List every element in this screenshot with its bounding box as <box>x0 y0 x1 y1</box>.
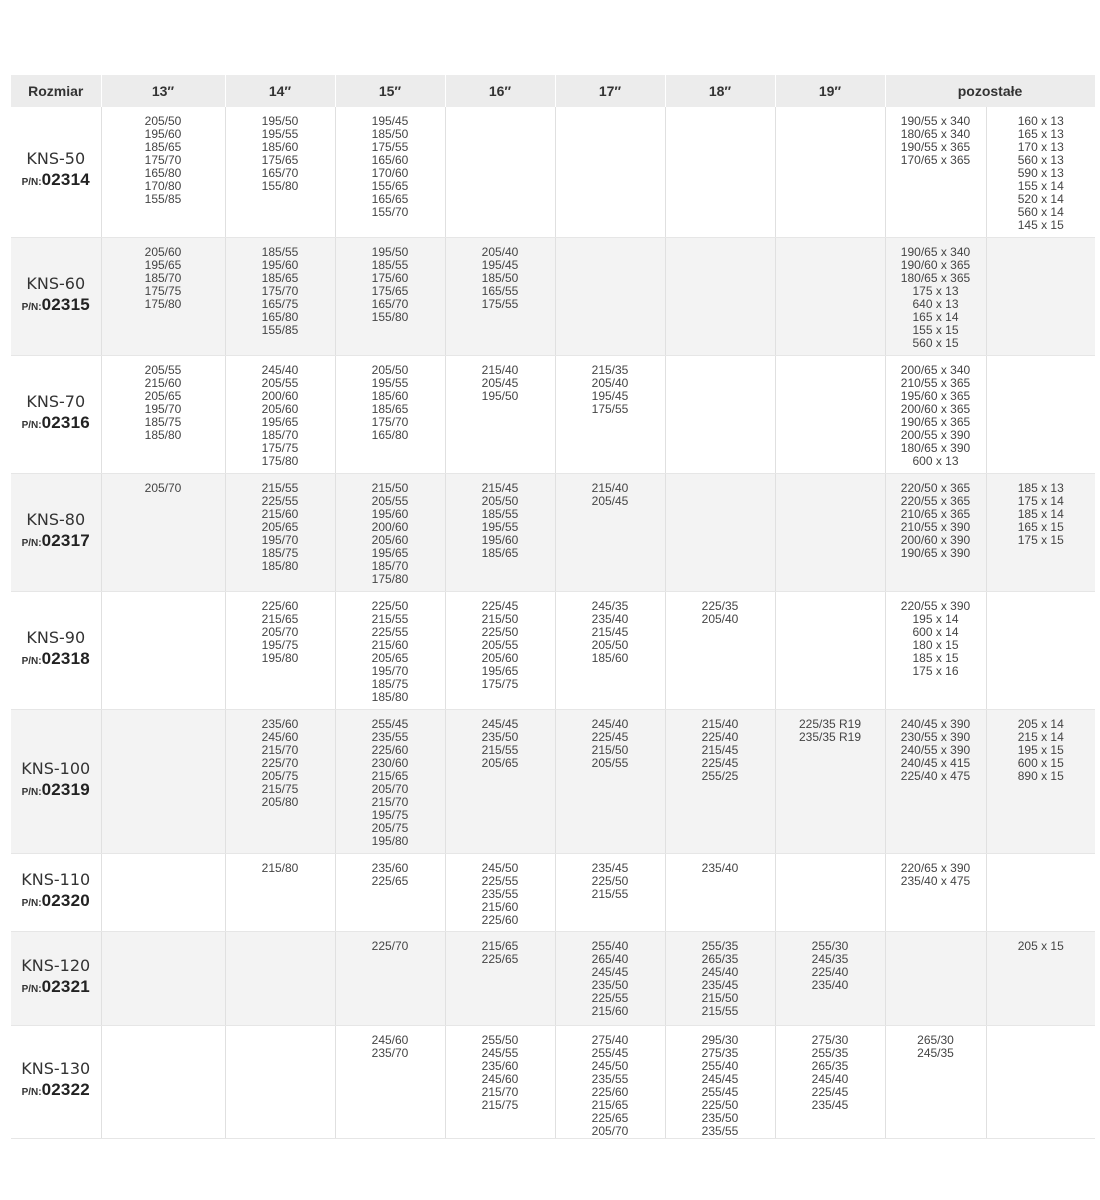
size-cell-18 <box>665 591 775 709</box>
size-cell-14 <box>225 931 335 1025</box>
size-list: 255/50 245/55 235/60 245/60 215/70 215/75 <box>481 1032 519 1112</box>
table-row <box>11 355 1095 473</box>
size-cell-13 <box>101 853 225 931</box>
size-list: 220/65 x 390 235/40 x 475 <box>900 860 971 888</box>
size-list: 245/60 235/70 <box>371 1032 409 1060</box>
model-name: KNS-60 <box>26 273 86 293</box>
tire-chain-size-table <box>11 75 1096 1139</box>
size-cell-19 <box>775 355 885 473</box>
size-list: 225/60 215/65 205/70 195/75 195/80 <box>261 598 299 665</box>
size-list: 190/65 x 340 190/60 x 365 180/65 x 365 175 x 13 640 x 13 165 x 14 155 x 15 560 x 15 <box>900 244 971 350</box>
size-list: 205/70 <box>144 480 182 495</box>
size-list: 205 x 15 <box>1017 938 1064 953</box>
size-list: 205/50 195/60 185/65 175/70 165/80 170/80 155/85 <box>144 114 182 206</box>
size-cell-15 <box>335 591 445 709</box>
size-list <box>556 238 665 246</box>
size-cell-19 <box>775 473 885 591</box>
size-cell-other-a <box>885 355 986 473</box>
part-number-value: 02319 <box>41 779 90 799</box>
size-cell-18 <box>665 473 775 591</box>
model-cell <box>11 1025 101 1138</box>
size-list: 235/60 225/65 <box>371 860 409 888</box>
header-19: 19″ <box>775 75 885 107</box>
size-cell-other-a <box>885 709 986 853</box>
size-cell-18 <box>665 709 775 853</box>
size-cell-13 <box>101 237 225 355</box>
size-list <box>776 356 885 364</box>
size-cell-15 <box>335 107 445 237</box>
size-cell-18 <box>665 237 775 355</box>
size-cell-other-a <box>885 473 986 591</box>
size-list: 275/30 255/35 265/35 245/40 225/45 235/45 <box>811 1032 849 1112</box>
size-list: 295/30 275/35 255/40 245/45 255/45 225/50 235/50 235/55 <box>701 1032 739 1138</box>
size-cell-13 <box>101 473 225 591</box>
size-list: 195/50 185/55 175/60 175/65 165/70 155/80 <box>371 244 409 324</box>
table-row <box>11 237 1095 355</box>
size-cell-17 <box>555 591 665 709</box>
size-list <box>666 474 775 482</box>
part-number <box>11 530 101 555</box>
size-cell-other-b <box>986 591 1095 709</box>
part-number-value: 02321 <box>41 976 90 996</box>
part-number <box>11 976 101 1001</box>
size-list: 205 x 14 215 x 14 195 x 15 600 x 15 890 x 15 <box>1017 716 1064 783</box>
model-name: KNS-70 <box>26 391 86 411</box>
model-name: KNS-120 <box>21 955 91 975</box>
size-cell-13 <box>101 591 225 709</box>
size-list <box>102 1026 225 1034</box>
table-row <box>11 853 1095 931</box>
size-cell-other-b <box>986 709 1095 853</box>
size-list: 215/45 205/50 185/55 195/55 195/60 185/65 <box>481 480 519 560</box>
size-cell-16 <box>445 355 555 473</box>
header-15: 15″ <box>335 75 445 107</box>
size-list: 190/55 x 340 180/65 x 340 190/55 x 365 170/65 x 365 <box>900 114 971 167</box>
header-18: 18″ <box>665 75 775 107</box>
size-list <box>102 592 225 600</box>
size-list <box>987 1026 1096 1034</box>
size-cell-other-b <box>986 931 1095 1025</box>
part-number <box>11 294 101 319</box>
size-list: 205/55 215/60 205/65 195/70 185/75 185/80 <box>144 362 182 442</box>
size-cell-other-a <box>885 1025 986 1138</box>
size-cell-other-b <box>986 473 1095 591</box>
size-cell-15 <box>335 1025 445 1138</box>
model-name: KNS-130 <box>21 1059 91 1078</box>
model-name: KNS-100 <box>21 758 91 778</box>
size-list: 220/50 x 365 220/55 x 365 210/65 x 365 210/55 x 390 200/60 x 390 190/65 x 390 <box>900 480 971 560</box>
model-cell <box>11 709 101 853</box>
size-cell-18 <box>665 355 775 473</box>
part-number-prefix: P/N: <box>21 983 42 995</box>
size-cell-13 <box>101 931 225 1025</box>
header-14: 14″ <box>225 75 335 107</box>
size-list: 245/40 205/55 200/60 205/60 195/65 185/70 175/75 175/80 <box>261 362 299 468</box>
size-list <box>102 932 225 940</box>
model-cell <box>11 473 101 591</box>
table-row <box>11 931 1095 1025</box>
size-list: 225/70 <box>371 938 409 953</box>
size-list <box>987 238 1096 246</box>
size-list: 235/45 225/50 215/55 <box>591 860 629 901</box>
size-list: 235/40 <box>701 860 739 875</box>
size-cell-18 <box>665 931 775 1025</box>
header-row <box>11 75 1095 107</box>
model-cell <box>11 237 101 355</box>
part-number <box>11 779 101 804</box>
size-list <box>987 592 1096 600</box>
size-list: 215/80 <box>261 860 299 875</box>
size-cell-15 <box>335 355 445 473</box>
size-cell-other-b <box>986 237 1095 355</box>
size-cell-14 <box>225 1025 335 1138</box>
size-list: 225/50 215/55 225/55 215/60 205/65 195/70 185/75 185/80 <box>371 598 409 704</box>
size-list: 225/35 R19 235/35 R19 <box>798 716 862 744</box>
size-cell-17 <box>555 355 665 473</box>
size-cell-19 <box>775 1025 885 1138</box>
table-row <box>11 107 1095 237</box>
size-list <box>776 474 885 482</box>
size-list <box>776 854 885 862</box>
size-list: 255/40 265/40 245/45 235/50 225/55 215/60 <box>591 938 629 1018</box>
size-list <box>446 107 555 115</box>
size-cell-18 <box>665 107 775 237</box>
size-list: 225/45 215/50 225/50 205/55 205/60 195/65 175/75 <box>481 598 519 691</box>
part-number-value: 02322 <box>41 1080 90 1099</box>
size-list: 255/35 265/35 245/40 235/45 215/50 215/55 <box>701 938 739 1018</box>
size-list <box>102 854 225 862</box>
size-list: 215/55 225/55 215/60 205/65 195/70 185/75 185/80 <box>261 480 299 573</box>
size-list: 275/40 255/45 245/50 235/55 225/60 215/65 225/65 205/70 <box>591 1032 629 1138</box>
size-cell-13 <box>101 709 225 853</box>
size-cell-15 <box>335 931 445 1025</box>
size-list: 195/45 185/50 175/55 165/60 170/60 155/65 165/65 155/70 <box>371 114 409 219</box>
size-cell-19 <box>775 591 885 709</box>
size-cell-16 <box>445 237 555 355</box>
size-list <box>666 107 775 115</box>
size-cell-18 <box>665 853 775 931</box>
part-number <box>11 1079 101 1104</box>
part-number-prefix: P/N: <box>21 537 42 549</box>
size-cell-other-b <box>986 853 1095 931</box>
size-list <box>886 932 986 940</box>
model-name: KNS-110 <box>21 869 91 889</box>
header-16: 16″ <box>445 75 555 107</box>
size-list: 215/40 205/45 <box>591 480 629 508</box>
size-list <box>987 356 1096 364</box>
size-list: 205/40 195/45 185/50 165/55 175/55 <box>481 244 519 311</box>
part-number-prefix: P/N: <box>21 655 42 667</box>
part-number-value: 02315 <box>41 294 90 314</box>
size-list: 200/65 x 340 210/55 x 365 195/60 x 365 200/60 x 365 190/65 x 365 200/55 x 390 180/65 x 390 600 x 13 <box>900 362 971 468</box>
part-number <box>11 169 101 194</box>
size-list: 255/30 245/35 225/40 235/40 <box>811 938 849 992</box>
header-17: 17″ <box>555 75 665 107</box>
part-number-prefix: P/N: <box>21 786 42 798</box>
size-cell-17 <box>555 709 665 853</box>
size-list: 245/40 225/45 215/50 205/55 <box>591 716 629 770</box>
size-list <box>666 356 775 364</box>
size-cell-14 <box>225 709 335 853</box>
size-list: 205/60 195/65 185/70 175/75 175/80 <box>144 244 182 311</box>
table-body <box>11 107 1095 1138</box>
size-cell-15 <box>335 237 445 355</box>
size-list: 225/35 205/40 <box>701 598 739 626</box>
size-cell-16 <box>445 473 555 591</box>
size-table-container <box>11 75 1095 1138</box>
size-cell-other-a <box>885 931 986 1025</box>
part-number-prefix: P/N: <box>21 1087 42 1098</box>
part-number-value: 02316 <box>41 412 90 432</box>
size-list: 220/55 x 390 195 x 14 600 x 14 180 x 15 185 x 15 175 x 16 <box>900 598 971 678</box>
size-cell-17 <box>555 473 665 591</box>
size-cell-other-b <box>986 355 1095 473</box>
model-cell <box>11 931 101 1025</box>
model-cell <box>11 107 101 237</box>
size-cell-15 <box>335 473 445 591</box>
part-number <box>11 648 101 673</box>
size-cell-16 <box>445 709 555 853</box>
size-list <box>666 238 775 246</box>
size-cell-19 <box>775 107 885 237</box>
model-name: KNS-90 <box>26 627 86 647</box>
size-list: 245/45 235/50 215/55 205/65 <box>481 716 519 770</box>
size-cell-16 <box>445 931 555 1025</box>
size-list <box>776 107 885 115</box>
size-list: 245/35 235/40 215/45 205/50 185/60 <box>591 598 629 665</box>
size-cell-14 <box>225 591 335 709</box>
size-cell-18 <box>665 1025 775 1138</box>
size-list: 215/35 205/40 195/45 175/55 <box>591 362 629 416</box>
size-cell-13 <box>101 1025 225 1138</box>
size-list <box>987 854 1096 862</box>
size-cell-17 <box>555 237 665 355</box>
size-cell-other-a <box>885 107 986 237</box>
size-cell-13 <box>101 355 225 473</box>
size-list <box>226 932 335 940</box>
size-list: 215/40 225/40 215/45 225/45 255/25 <box>701 716 739 783</box>
size-cell-17 <box>555 107 665 237</box>
size-cell-19 <box>775 709 885 853</box>
size-list <box>226 1026 335 1034</box>
size-cell-15 <box>335 853 445 931</box>
size-list <box>776 592 885 600</box>
size-cell-16 <box>445 853 555 931</box>
part-number-value: 02317 <box>41 530 90 550</box>
table-row <box>11 709 1095 853</box>
size-cell-14 <box>225 473 335 591</box>
size-cell-19 <box>775 237 885 355</box>
model-cell <box>11 355 101 473</box>
size-list <box>102 710 225 718</box>
size-cell-14 <box>225 355 335 473</box>
size-cell-16 <box>445 107 555 237</box>
size-list: 215/40 205/45 195/50 <box>481 362 519 403</box>
size-list <box>776 238 885 246</box>
size-cell-17 <box>555 931 665 1025</box>
size-cell-16 <box>445 1025 555 1138</box>
header-other: pozostałe <box>885 75 1095 107</box>
part-number-value: 02318 <box>41 648 90 668</box>
table-row <box>11 473 1095 591</box>
model-name: KNS-80 <box>26 509 86 529</box>
part-number-prefix: P/N: <box>21 301 42 313</box>
size-list: 265/30 245/35 <box>917 1032 954 1060</box>
header-13: 13″ <box>101 75 225 107</box>
header-size: Rozmiar <box>11 75 101 107</box>
size-cell-14 <box>225 107 335 237</box>
size-cell-other-b <box>986 107 1095 237</box>
size-cell-19 <box>775 931 885 1025</box>
size-list <box>556 107 665 115</box>
size-cell-17 <box>555 853 665 931</box>
model-cell <box>11 591 101 709</box>
part-number-prefix: P/N: <box>21 177 42 189</box>
size-list: 240/45 x 390 230/55 x 390 240/55 x 390 240/45 x 415 225/40 x 475 <box>900 716 971 783</box>
size-list: 205/50 195/55 185/60 185/65 175/70 165/80 <box>371 362 409 442</box>
size-list: 245/50 225/55 235/55 215/60 225/60 <box>481 860 519 927</box>
part-number <box>11 890 101 915</box>
size-cell-13 <box>101 107 225 237</box>
size-list: 215/65 225/65 <box>481 938 519 966</box>
size-list: 195/50 195/55 185/60 175/65 165/70 155/80 <box>261 114 299 193</box>
size-list: 215/50 205/55 195/60 200/60 205/60 195/65 185/70 175/80 <box>371 480 409 586</box>
table-row <box>11 591 1095 709</box>
size-cell-16 <box>445 591 555 709</box>
part-number-prefix: P/N: <box>21 419 42 431</box>
model-name: KNS-50 <box>26 149 86 169</box>
size-cell-19 <box>775 853 885 931</box>
part-number-prefix: P/N: <box>21 897 42 909</box>
part-number-value: 02320 <box>41 890 90 910</box>
part-number-value: 02314 <box>41 170 90 190</box>
model-cell <box>11 853 101 931</box>
size-cell-14 <box>225 853 335 931</box>
size-list: 160 x 13 165 x 13 170 x 13 560 x 13 590 x 13 155 x 14 520 x 14 560 x 14 145 x 15 <box>1017 114 1064 232</box>
size-cell-other-a <box>885 853 986 931</box>
size-list: 185/55 195/60 185/65 175/70 165/75 165/80 155/85 <box>261 244 299 337</box>
part-number <box>11 412 101 437</box>
size-cell-14 <box>225 237 335 355</box>
size-list: 185 x 13 175 x 14 185 x 14 165 x 15 175 x 15 <box>1017 480 1064 547</box>
size-list: 255/45 235/55 225/60 230/60 215/65 205/70 215/70 195/75 205/75 195/80 <box>371 716 409 848</box>
size-cell-17 <box>555 1025 665 1138</box>
size-cell-15 <box>335 709 445 853</box>
size-cell-other-a <box>885 237 986 355</box>
table-row <box>11 1025 1095 1138</box>
size-cell-other-a <box>885 591 986 709</box>
size-cell-other-b <box>986 1025 1095 1138</box>
size-list: 235/60 245/60 215/70 225/70 205/75 215/75 205/80 <box>261 716 299 809</box>
